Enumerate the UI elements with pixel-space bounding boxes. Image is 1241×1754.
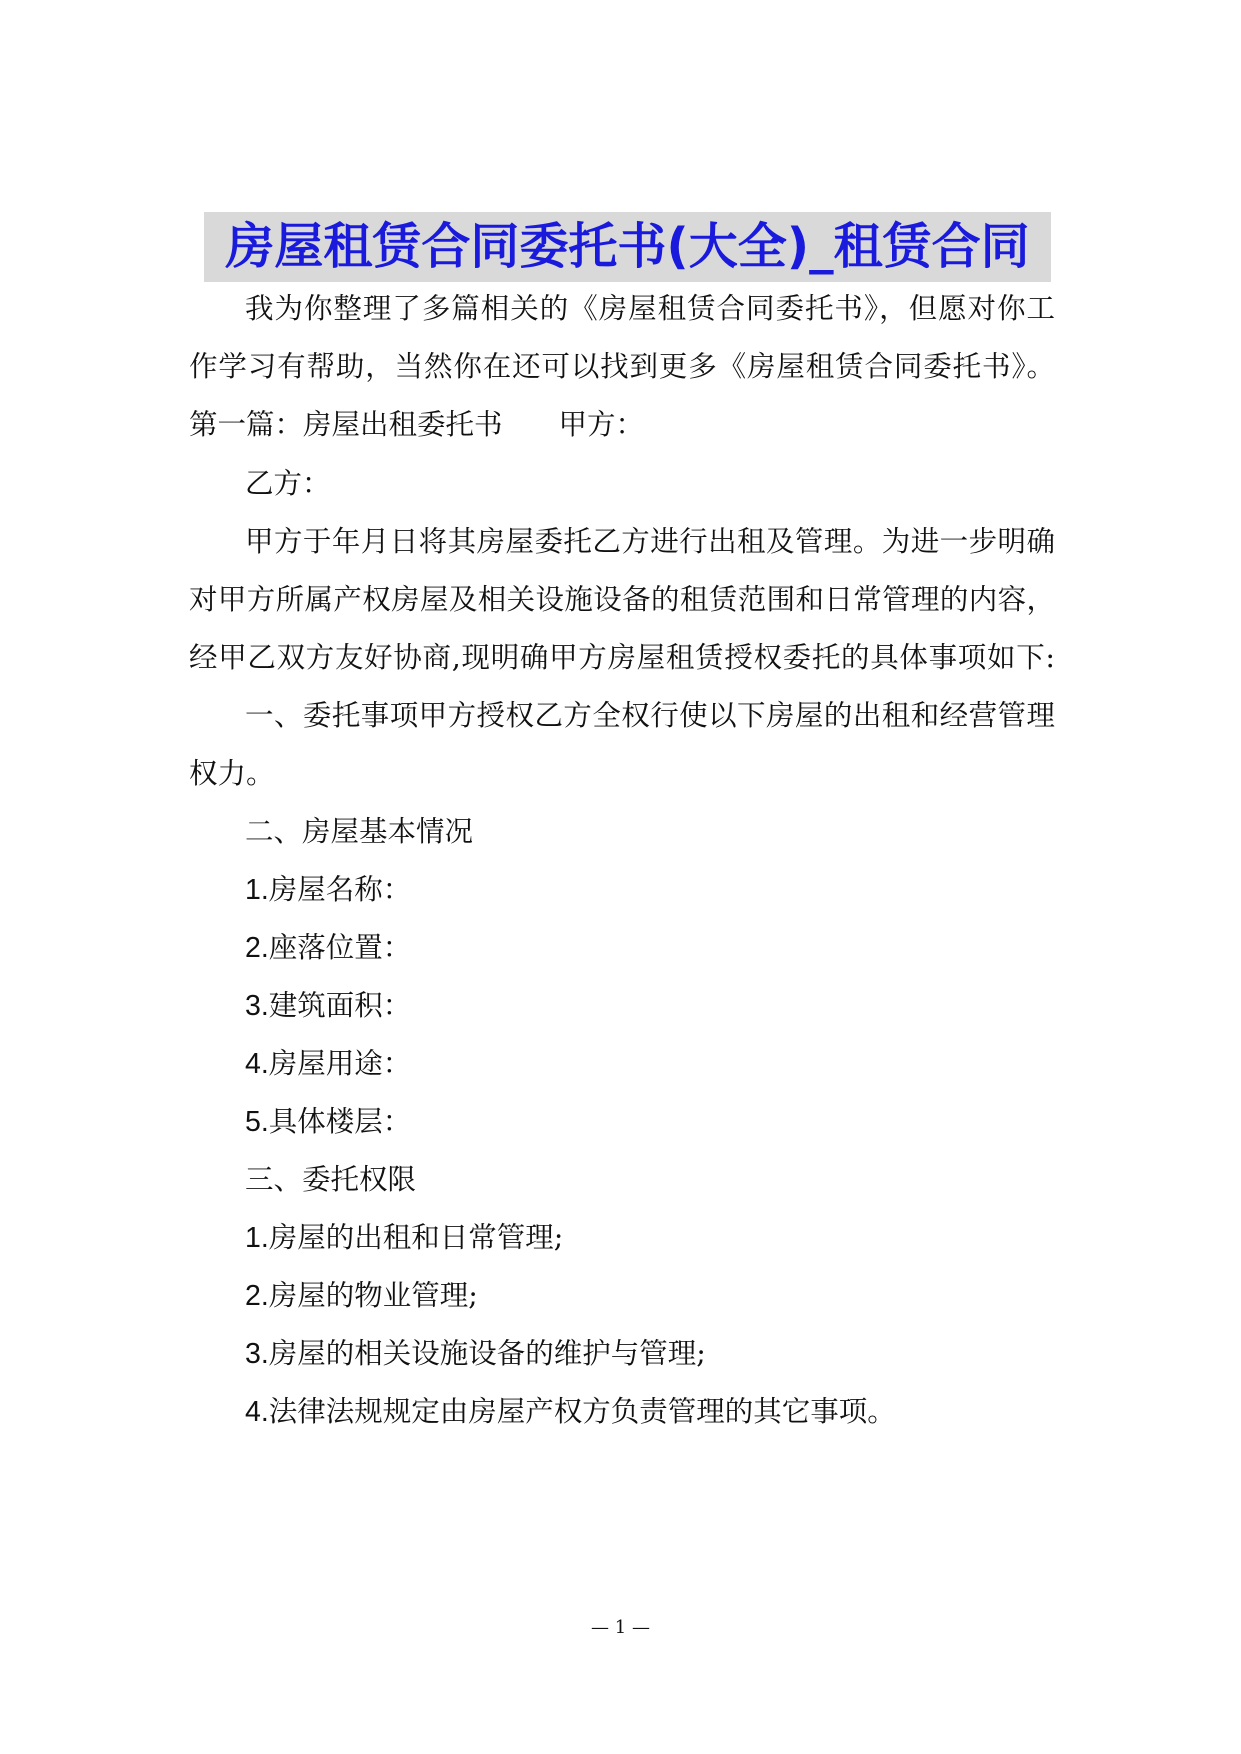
item-text: 法律法规规定由房屋产权方负责管理的其它事项。 [268, 1395, 896, 1428]
field-number: 3. [245, 990, 269, 1022]
authority-item-4 [245, 1392, 896, 1432]
item-number: 2. [245, 1280, 269, 1312]
intro-line-1: 我为你整理了多篇相关的《房屋租赁合同委托书》，但愿对你工 [245, 292, 1055, 325]
field-label: 具体楼层： [268, 1105, 412, 1138]
field-label: 座落位置： [268, 931, 412, 964]
document-title: 房屋租赁合同委托书(大全)_租赁合同 [204, 212, 1051, 282]
paragraph-1-line-2: 对甲方所属产权房屋及相关设施设备的租赁范围和日常管理的内容， [189, 583, 1055, 616]
party-b-label: 乙方： [245, 467, 331, 500]
intro-line-2: 作学习有帮助，当然你在还可以找到更多《房屋租赁合同委托书》。 [189, 350, 1055, 383]
field-number: 1. [245, 874, 269, 906]
paragraph-1-line-1: 甲方于年月日将其房屋委托乙方进行出租及管理。为进一步明确 [245, 525, 1055, 558]
item-number: 3. [245, 1338, 269, 1370]
item-1-line-2: 权力。 [189, 757, 275, 790]
field-label: 房屋用途： [268, 1047, 412, 1080]
field-number: 5. [245, 1106, 269, 1138]
item-2-heading: 二、房屋基本情况 [245, 815, 474, 848]
item-text: 房屋的物业管理; [268, 1279, 478, 1312]
authority-item-1 [245, 1218, 563, 1258]
item-number: 4. [245, 1396, 269, 1428]
authority-item-2 [245, 1276, 478, 1316]
house-field-1 [245, 870, 411, 910]
field-number: 4. [245, 1048, 269, 1080]
item-text: 房屋的出租和日常管理; [268, 1221, 564, 1254]
item-3-heading: 三、委托权限 [245, 1163, 417, 1196]
section1-title: 第一篇：房屋出租委托书 [189, 408, 503, 441]
field-number: 2. [245, 932, 269, 964]
field-label: 房屋名称： [268, 873, 412, 906]
field-label: 建筑面积： [268, 989, 412, 1022]
authority-item-3 [245, 1334, 706, 1374]
house-field-2 [245, 928, 411, 968]
party-a-label: 甲方： [558, 408, 645, 441]
house-field-5 [245, 1102, 411, 1142]
page-number: — 1 — [591, 1617, 650, 1638]
item-1-line-1: 一、委托事项甲方授权乙方全权行使以下房屋的出租和经营管理 [245, 699, 1055, 732]
item-number: 1. [245, 1222, 269, 1254]
house-field-4 [245, 1044, 411, 1084]
paragraph-1-line-3: 经甲乙双方友好协商,现明确甲方房屋租赁授权委托的具体事项如下: [189, 641, 1055, 674]
house-field-3 [245, 986, 411, 1026]
section-heading-row [189, 405, 644, 445]
item-text: 房屋的相关设施设备的维护与管理; [268, 1337, 706, 1370]
